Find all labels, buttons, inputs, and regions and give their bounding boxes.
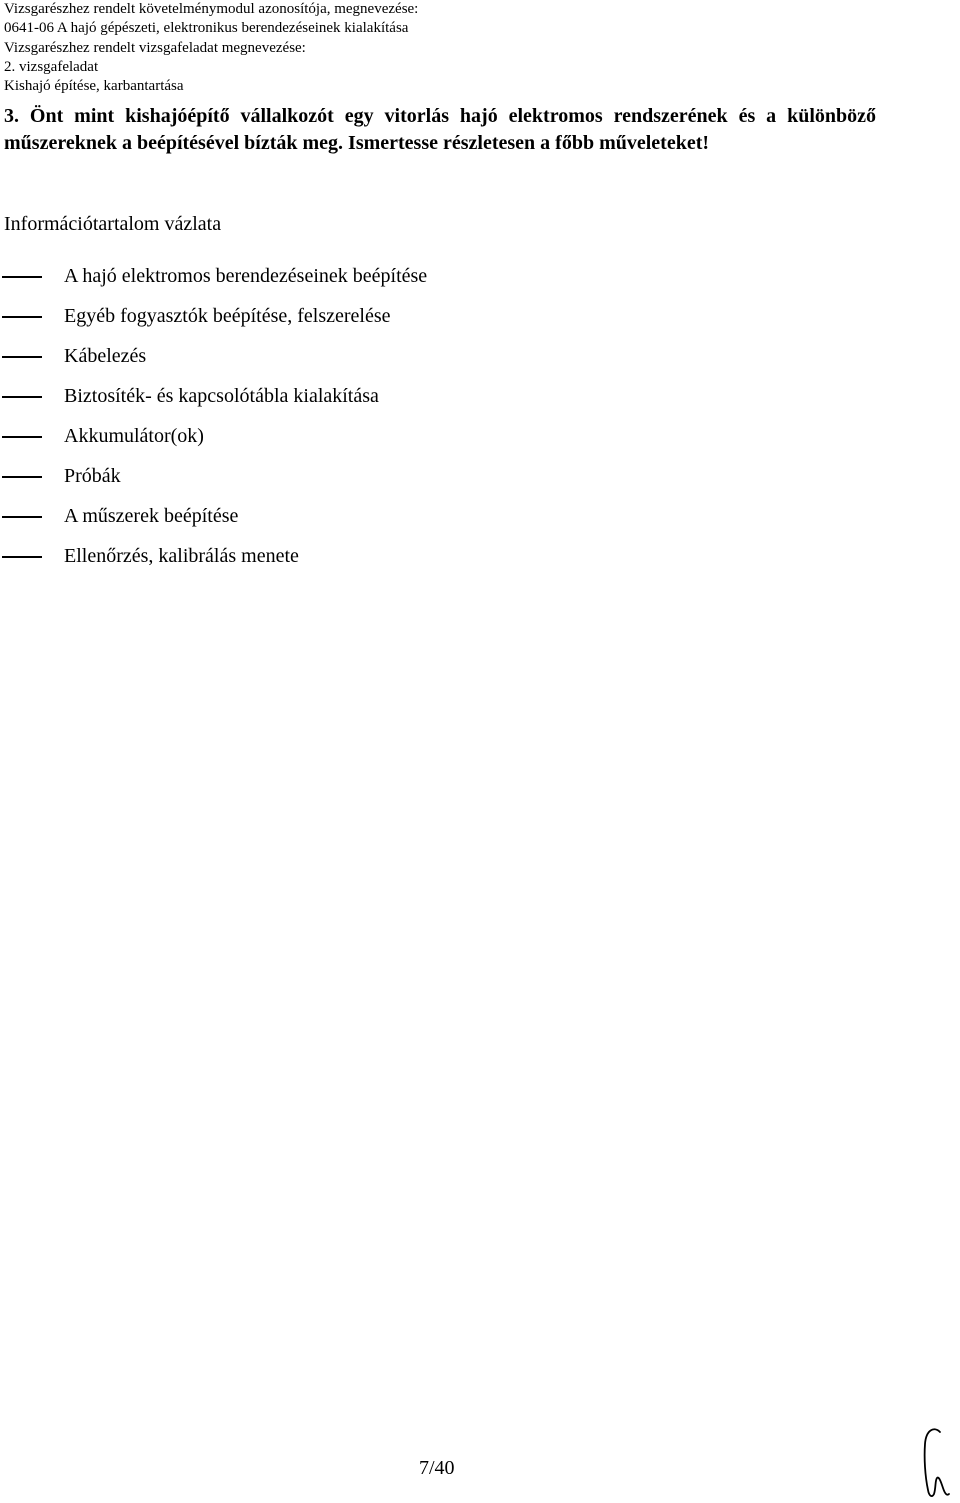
info-heading: Információtartalom vázlata	[4, 213, 222, 235]
header-module-name: 0641-06 A hajó gépészeti, elektronikus berendezéseinek kialakítása	[4, 20, 409, 37]
handwritten-initial	[916, 1424, 956, 1500]
dash-bullet	[2, 396, 42, 398]
dash-bullet	[2, 436, 42, 438]
header-task-number: 2. vizsgafeladat	[4, 58, 99, 75]
header-task-name: Kishajó építése, karbantartása	[4, 78, 184, 95]
list-item-label: Egyéb fogyasztók beépítése, felszerelése	[64, 305, 391, 327]
dash-bullet	[2, 316, 42, 318]
header-task-label: Vizsgarészhez rendelt vizsgafeladat megnevezése:	[4, 39, 306, 56]
question-instruction: Ismertesse részletesen a főbb műveleteket!	[348, 132, 710, 154]
dash-bullet	[2, 476, 42, 478]
dash-bullet	[2, 356, 42, 358]
dash-bullet	[2, 516, 42, 518]
list-item-label: Biztosíték- és kapcsolótábla kialakítása	[64, 385, 379, 407]
document-header	[4, 0, 944, 96]
question-block	[4, 103, 876, 157]
list-item-label: A hajó elektromos berendezéseinek beépítése	[64, 265, 428, 287]
list-item-label: Akkumulátor(ok)	[64, 425, 204, 447]
list-item-label: Kábelezés	[64, 345, 147, 367]
page-number: 7/40	[419, 1457, 455, 1479]
list-item-label: Ellenőrzés, kalibrálás menete	[64, 545, 299, 567]
header-module-label: Vizsgarészhez rendelt követelménymodul azonosítója, megnevezése:	[4, 1, 419, 17]
question-text: 3. Önt mint kishajóépítő vállalkozót egy vitorlás hajó elektromos rendszerének és a különböző műszereknek a beépítésével bízták meg.	[4, 105, 876, 154]
dash-bullet	[2, 556, 42, 558]
dash-bullet	[2, 276, 42, 278]
list-item-label: A műszerek beépítése	[64, 505, 239, 527]
list-item-label: Próbák	[64, 465, 121, 487]
